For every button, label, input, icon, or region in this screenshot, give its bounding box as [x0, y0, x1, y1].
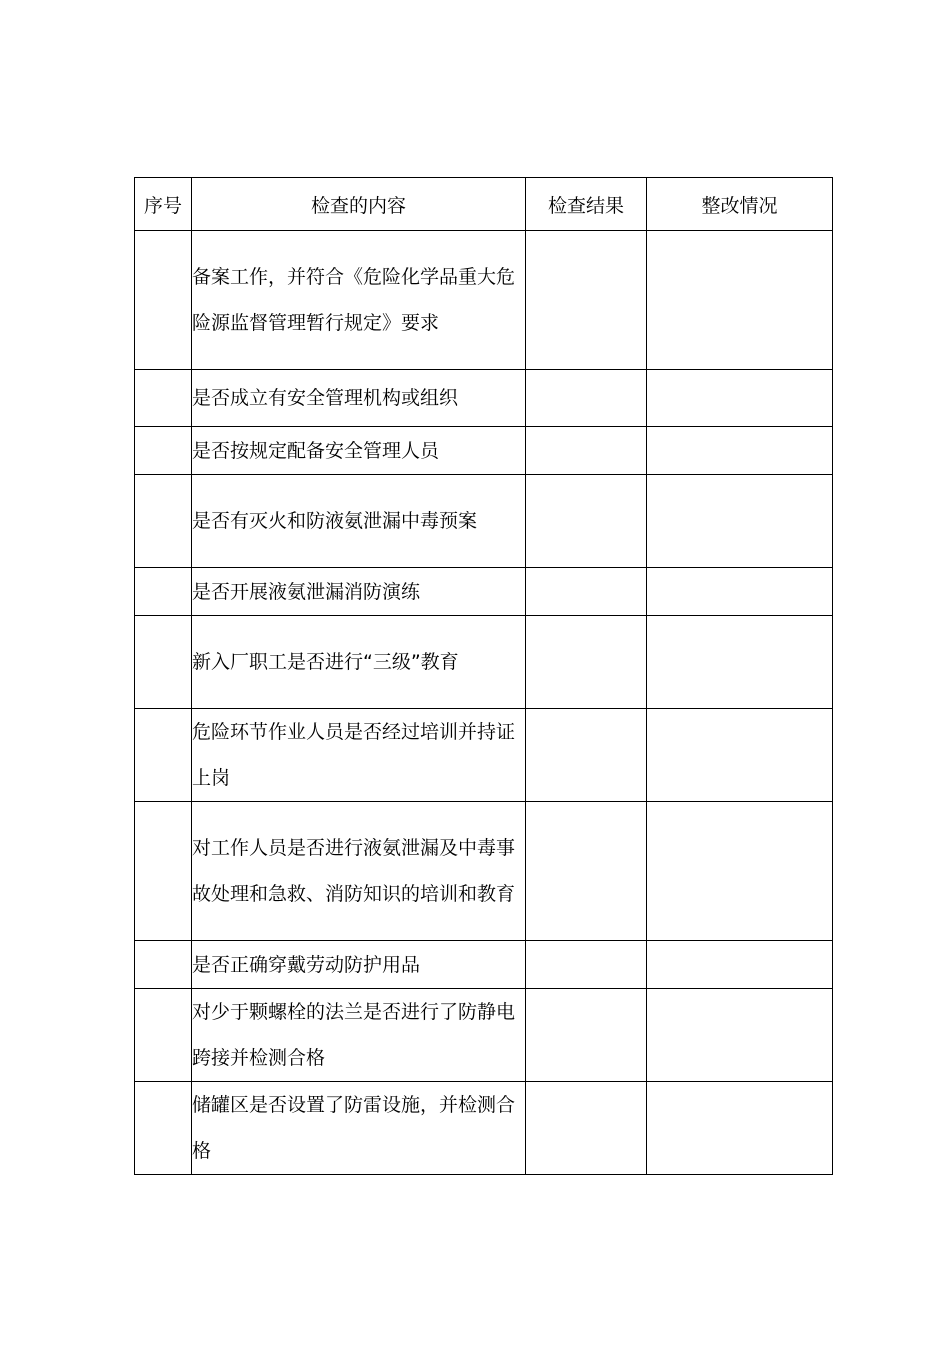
table-row	[135, 1082, 833, 1175]
table-row	[135, 231, 833, 370]
cell-check-result	[526, 709, 647, 802]
cell-rectification-status	[647, 941, 833, 989]
cell-serial-no	[135, 1082, 192, 1175]
cell-rectification-status	[647, 427, 833, 475]
cell-check-content: 备案工作，并符合《危险化学品重大危险源监督管理暂行规定》要求	[192, 231, 526, 370]
cell-check-result	[526, 475, 647, 568]
cell-check-content: 新入厂职工是否进行“三级”教育	[192, 616, 526, 709]
table-row	[135, 427, 833, 475]
table-header-row	[135, 178, 833, 231]
table-row	[135, 616, 833, 709]
table-row	[135, 989, 833, 1082]
cell-rectification-status	[647, 231, 833, 370]
cell-rectification-status	[647, 1082, 833, 1175]
cell-rectification-status	[647, 802, 833, 941]
cell-rectification-status	[647, 475, 833, 568]
cell-check-content: 是否正确穿戴劳动防护用品	[192, 941, 526, 989]
cell-rectification-status	[647, 989, 833, 1082]
table-row	[135, 370, 833, 427]
table-row	[135, 941, 833, 989]
header-rectification-status: 整改情况	[647, 178, 833, 231]
table-row	[135, 475, 833, 568]
cell-check-result	[526, 1082, 647, 1175]
cell-check-result	[526, 616, 647, 709]
cell-serial-no	[135, 802, 192, 941]
cell-check-result	[526, 370, 647, 427]
header-serial-no: 序号	[135, 178, 192, 231]
cell-rectification-status	[647, 616, 833, 709]
table-row	[135, 802, 833, 941]
cell-check-result	[526, 941, 647, 989]
cell-check-content: 储罐区是否设置了防雷设施，并检测合格	[192, 1082, 526, 1175]
cell-serial-no	[135, 475, 192, 568]
cell-rectification-status	[647, 370, 833, 427]
cell-serial-no	[135, 370, 192, 427]
header-check-content: 检查的内容	[192, 178, 526, 231]
cell-serial-no	[135, 709, 192, 802]
cell-serial-no	[135, 616, 192, 709]
cell-check-result	[526, 989, 647, 1082]
cell-check-content: 对工作人员是否进行液氨泄漏及中毒事故处理和急救、消防知识的培训和教育	[192, 802, 526, 941]
cell-rectification-status	[647, 709, 833, 802]
cell-check-content: 是否开展液氨泄漏消防演练	[192, 568, 526, 616]
cell-serial-no	[135, 231, 192, 370]
header-check-result: 检查结果	[526, 178, 647, 231]
cell-check-content: 是否成立有安全管理机构或组织	[192, 370, 526, 427]
cell-serial-no	[135, 941, 192, 989]
cell-check-content: 对少于颗螺栓的法兰是否进行了防静电跨接并检测合格	[192, 989, 526, 1082]
cell-check-result	[526, 802, 647, 941]
cell-serial-no	[135, 427, 192, 475]
cell-check-content: 是否按规定配备安全管理人员	[192, 427, 526, 475]
cell-serial-no	[135, 568, 192, 616]
cell-check-content: 危险环节作业人员是否经过培训并持证上岗	[192, 709, 526, 802]
cell-check-result	[526, 231, 647, 370]
cell-check-result	[526, 568, 647, 616]
table-row	[135, 568, 833, 616]
table-row	[135, 709, 833, 802]
cell-check-content: 是否有灭火和防液氨泄漏中毒预案	[192, 475, 526, 568]
cell-check-result	[526, 427, 647, 475]
inspection-checklist-table	[134, 177, 833, 1175]
cell-rectification-status	[647, 568, 833, 616]
cell-serial-no	[135, 989, 192, 1082]
